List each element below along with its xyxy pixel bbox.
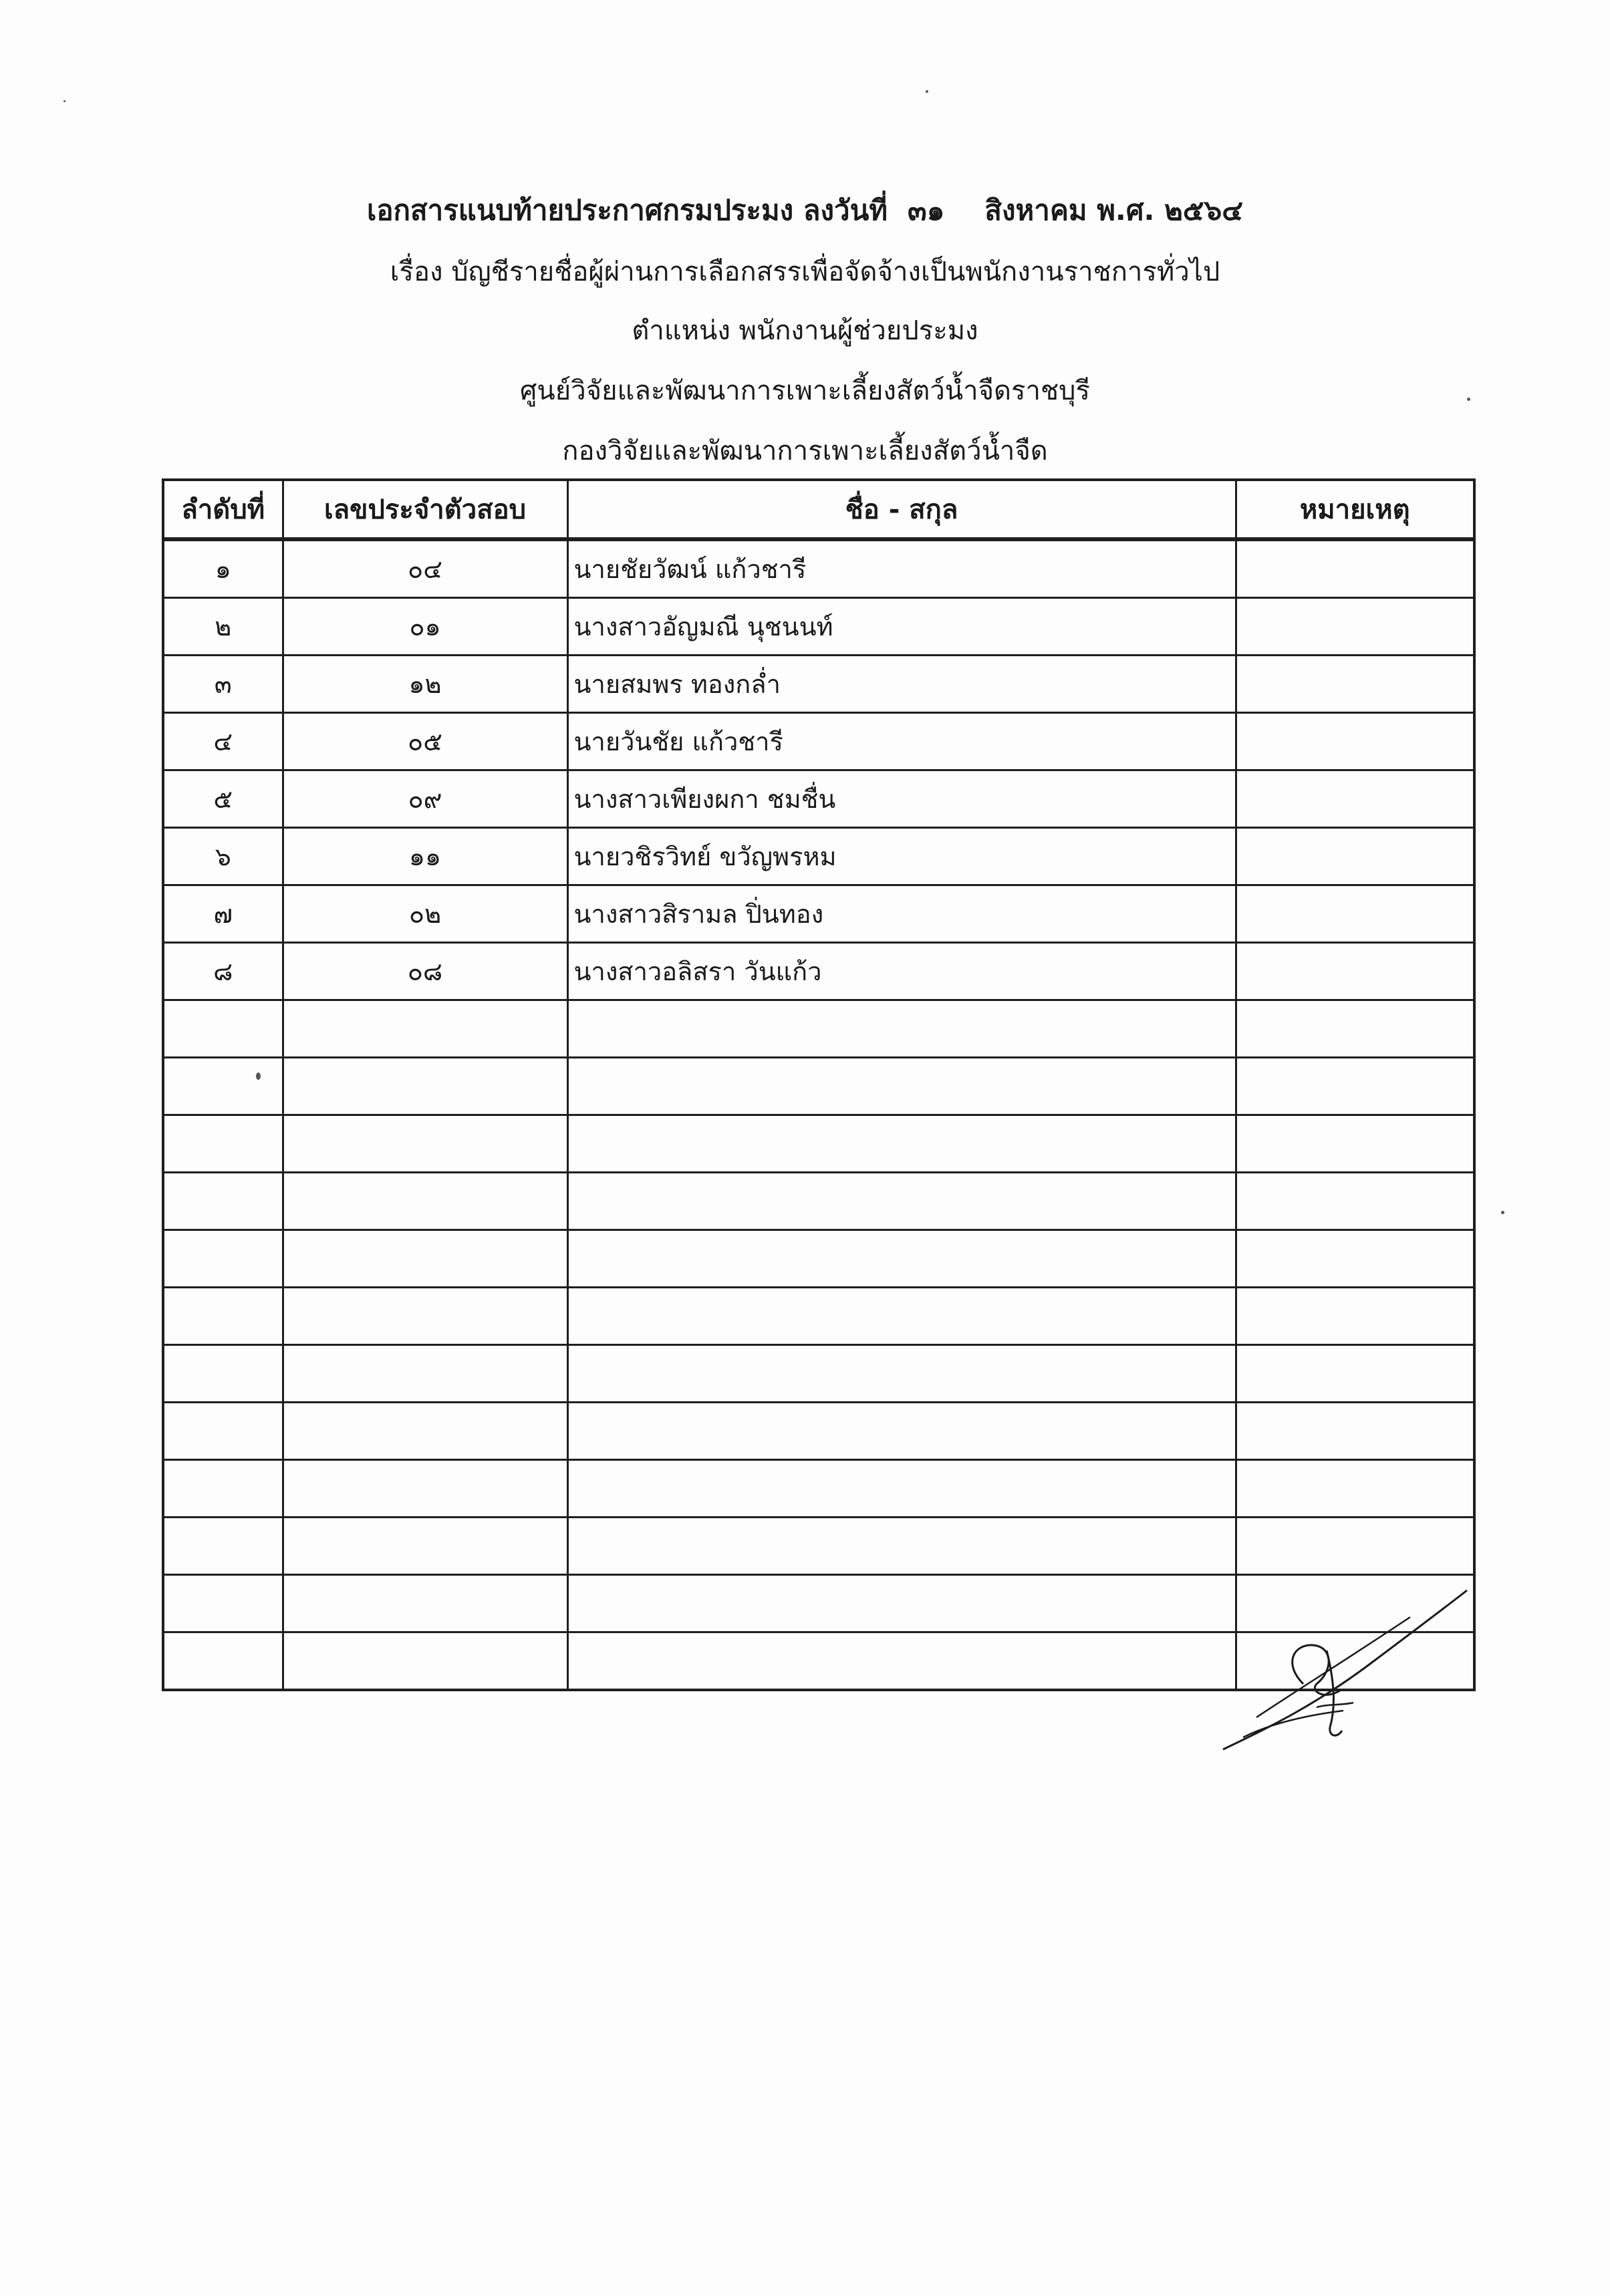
name-cell xyxy=(567,1460,1236,1518)
table-row xyxy=(163,656,1474,713)
order-cell: ๖ xyxy=(163,828,283,885)
name-cell xyxy=(567,1518,1236,1575)
exam-id-cell: ๑๑ xyxy=(283,828,567,885)
table-row xyxy=(163,885,1474,943)
remark-cell xyxy=(1236,598,1474,656)
table-row xyxy=(163,713,1474,770)
heading-day: ๓๑ xyxy=(908,194,945,227)
table-row xyxy=(163,1460,1474,1518)
remark-cell xyxy=(1236,885,1474,943)
exam-id-cell xyxy=(283,1115,567,1173)
scan-speck xyxy=(1467,398,1470,401)
remark-cell xyxy=(1236,1460,1474,1518)
exam-id-cell: ๑๒ xyxy=(283,656,567,713)
remark-cell xyxy=(1236,1058,1474,1115)
exam-id-cell xyxy=(283,1345,567,1403)
document-subject: เรื่อง บัญชีรายชื่อผู้ผ่านการเลือกสรรเพื่อจัดจ้างเป็นพนักงานราชการทั่วไป xyxy=(390,257,1220,287)
exam-id-cell xyxy=(283,1460,567,1518)
table-row xyxy=(163,539,1474,598)
exam-id-cell: ๐๕ xyxy=(283,713,567,770)
table-body xyxy=(163,539,1474,1690)
table-row xyxy=(163,1000,1474,1058)
remark-cell xyxy=(1236,1518,1474,1575)
table-row xyxy=(163,598,1474,656)
order-cell xyxy=(163,1288,283,1345)
name-cell xyxy=(567,1403,1236,1460)
name-cell xyxy=(567,1288,1236,1345)
exam-id-cell: ๐๒ xyxy=(283,885,567,943)
name-cell xyxy=(567,1058,1236,1115)
order-cell: ๓ xyxy=(163,656,283,713)
document-heading xyxy=(0,190,1610,231)
remark-cell xyxy=(1236,539,1474,598)
exam-id-cell: ๐๘ xyxy=(283,943,567,1000)
table-row xyxy=(163,1403,1474,1460)
remark-cell xyxy=(1236,1403,1474,1460)
order-cell: ๔ xyxy=(163,713,283,770)
document-position: ตำแหน่ง พนักงานผู้ช่วยประมง xyxy=(632,315,978,346)
exam-id-cell xyxy=(283,1288,567,1345)
name-cell: นางสาวเพียงผกา ชมชื่น xyxy=(567,770,1236,828)
exam-id-cell xyxy=(283,1403,567,1460)
exam-id-cell xyxy=(283,1518,567,1575)
order-cell: ๘ xyxy=(163,943,283,1000)
document-center: ศูนย์วิจัยและพัฒนาการเพาะเลี้ยงสัตว์น้ำจืดราชบุรี xyxy=(520,376,1090,406)
order-cell xyxy=(163,1575,283,1632)
exam-id-cell xyxy=(283,1000,567,1058)
exam-id-cell: ๐๑ xyxy=(283,598,567,656)
heading-prefix: เอกสารแนบท้ายประกาศกรมประมง ลงวันที่ xyxy=(366,194,888,227)
name-cell xyxy=(567,1173,1236,1230)
name-cell: นางสาวอัญมณี นุชนนท์ xyxy=(567,598,1236,656)
name-cell: นายชัยวัฒน์ แก้วชารี xyxy=(567,539,1236,598)
remark-cell xyxy=(1236,943,1474,1000)
order-cell: ๗ xyxy=(163,885,283,943)
order-cell: ๒ xyxy=(163,598,283,656)
name-cell: นายวชิรวิทย์ ขวัญพรหม xyxy=(567,828,1236,885)
order-cell xyxy=(163,1173,283,1230)
exam-id-cell xyxy=(283,1575,567,1632)
order-cell xyxy=(163,1115,283,1173)
name-cell xyxy=(567,1575,1236,1632)
order-cell xyxy=(163,1230,283,1288)
order-cell xyxy=(163,1000,283,1058)
exam-id-cell: ๐๔ xyxy=(283,539,567,598)
document-division: กองวิจัยและพัฒนาการเพาะเลี้ยงสัตว์น้ำจืด xyxy=(562,436,1048,466)
remark-cell xyxy=(1236,770,1474,828)
table-row xyxy=(163,1058,1474,1115)
table-row xyxy=(163,770,1474,828)
exam-id-cell: ๐๙ xyxy=(283,770,567,828)
remark-cell xyxy=(1236,1288,1474,1345)
scan-speck xyxy=(256,1072,261,1080)
remark-cell xyxy=(1236,656,1474,713)
name-cell: นางสาวอลิสรา วันแก้ว xyxy=(567,943,1236,1000)
name-cell xyxy=(567,1115,1236,1173)
name-cell xyxy=(567,1632,1236,1691)
name-cell xyxy=(567,1230,1236,1288)
remark-cell xyxy=(1236,828,1474,885)
heading-month-year: สิงหาคม พ.ศ. ๒๕๖๔ xyxy=(984,194,1244,227)
remark-cell xyxy=(1236,1230,1474,1288)
remark-cell xyxy=(1236,1345,1474,1403)
name-cell xyxy=(567,1000,1236,1058)
remark-cell xyxy=(1236,1173,1474,1230)
candidate-table xyxy=(162,478,1476,1691)
table-row xyxy=(163,1230,1474,1288)
remark-cell xyxy=(1236,713,1474,770)
name-cell: นายสมพร ทองกล่ำ xyxy=(567,656,1236,713)
scan-speck xyxy=(1501,1211,1504,1214)
order-cell xyxy=(163,1632,283,1691)
table-row xyxy=(163,1345,1474,1403)
name-cell: นายวันชัย แก้วชารี xyxy=(567,713,1236,770)
exam-id-cell xyxy=(283,1230,567,1288)
order-cell: ๑ xyxy=(163,539,283,598)
order-cell xyxy=(163,1345,283,1403)
table-row xyxy=(163,1173,1474,1230)
table-row xyxy=(163,1288,1474,1345)
table-header-row xyxy=(163,480,1474,539)
name-cell: นางสาวสิรามล ปิ่นทอง xyxy=(567,885,1236,943)
exam-id-cell xyxy=(283,1058,567,1115)
order-cell xyxy=(163,1518,283,1575)
scan-speck xyxy=(63,100,65,102)
table-row xyxy=(163,943,1474,1000)
name-cell xyxy=(567,1345,1236,1403)
table-row xyxy=(163,1518,1474,1575)
order-cell xyxy=(163,1058,283,1115)
column-header-exam-id: เลขประจำตัวสอบ xyxy=(283,480,567,539)
order-cell: ๕ xyxy=(163,770,283,828)
exam-id-cell xyxy=(283,1632,567,1691)
remark-cell xyxy=(1236,1000,1474,1058)
table-row xyxy=(163,1115,1474,1173)
signature-image xyxy=(1216,1584,1470,1757)
column-header-remark: หมายเหตุ xyxy=(1236,480,1474,539)
exam-id-cell xyxy=(283,1173,567,1230)
table-row xyxy=(163,828,1474,885)
column-header-name: ชื่อ - สกุล xyxy=(567,480,1236,539)
order-cell xyxy=(163,1460,283,1518)
scan-speck xyxy=(926,90,928,93)
column-header-order: ลำดับที่ xyxy=(163,480,283,539)
remark-cell xyxy=(1236,1115,1474,1173)
order-cell xyxy=(163,1403,283,1460)
